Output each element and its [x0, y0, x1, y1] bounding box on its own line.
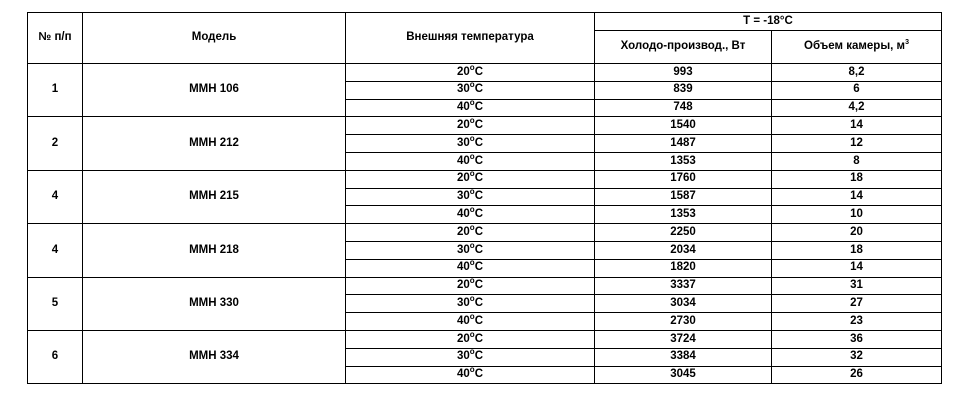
cell-volume: 8,2	[772, 64, 942, 82]
cell-volume: 18	[772, 170, 942, 188]
temp-unit: C	[474, 368, 483, 381]
temp-unit: C	[474, 208, 483, 221]
temp-degree-sup: o	[469, 329, 475, 339]
table-header	[28, 13, 942, 64]
cell-num: 6	[28, 330, 83, 383]
cell-cooling: 2250	[595, 224, 772, 242]
temp-unit: C	[474, 101, 483, 114]
table-row	[28, 224, 942, 242]
temp-degree-sup: o	[469, 80, 475, 90]
temp-unit: C	[474, 243, 483, 256]
cell-ext-temp	[346, 64, 595, 82]
cell-model: ММН 218	[83, 224, 346, 277]
table-row	[28, 170, 942, 188]
header-ext-temp: Внешняя температура	[346, 13, 595, 64]
cell-volume: 4,2	[772, 99, 942, 117]
cell-model: ММН 330	[83, 277, 346, 330]
cell-cooling: 1587	[595, 188, 772, 206]
cell-ext-temp	[346, 313, 595, 331]
temp-degree-sup: o	[469, 276, 475, 286]
cell-cooling: 1487	[595, 135, 772, 153]
temp-value: 30	[457, 297, 470, 309]
temp-value: 20	[457, 172, 470, 185]
cell-cooling: 748	[595, 99, 772, 117]
cell-ext-temp	[346, 135, 595, 153]
cell-cooling: 2730	[595, 313, 772, 331]
table-body	[28, 64, 942, 384]
cell-ext-temp	[346, 152, 595, 170]
temp-value: 40	[457, 261, 470, 274]
cell-volume: 36	[772, 330, 942, 348]
temp-value: 20	[457, 65, 470, 78]
header-cooling: Холодо-производ., Вт	[595, 31, 772, 64]
header-num: № п/п	[28, 13, 83, 64]
temp-unit: C	[474, 350, 483, 363]
cell-volume: 32	[772, 348, 942, 366]
table-row	[28, 64, 942, 82]
cell-volume: 6	[772, 81, 942, 99]
temp-unit: C	[474, 154, 483, 167]
temp-unit: C	[474, 119, 483, 132]
cell-num: 2	[28, 117, 83, 170]
cell-cooling: 1820	[595, 259, 772, 277]
temp-degree-sup: o	[469, 169, 475, 179]
cell-volume: 27	[772, 295, 942, 313]
cell-ext-temp	[346, 295, 595, 313]
temp-unit: C	[474, 297, 483, 309]
cell-model: ММН 106	[83, 64, 346, 117]
temp-unit: C	[474, 65, 483, 78]
cell-volume: 23	[772, 313, 942, 331]
cell-ext-temp	[346, 206, 595, 224]
temp-value: 30	[457, 190, 470, 203]
temp-value: 40	[457, 101, 470, 114]
temp-unit: C	[474, 332, 483, 345]
cell-volume: 31	[772, 277, 942, 295]
temp-degree-sup: o	[469, 187, 475, 197]
header-volume-sup: 3	[905, 39, 909, 47]
cell-ext-temp	[346, 170, 595, 188]
temp-unit: C	[474, 172, 483, 185]
temp-degree-sup: o	[469, 98, 475, 108]
temp-unit: C	[474, 279, 483, 292]
temp-degree-sup: o	[469, 222, 475, 232]
cell-ext-temp	[346, 366, 595, 384]
cell-volume: 8	[772, 152, 942, 170]
table-row	[28, 330, 942, 348]
temp-degree-sup: o	[469, 205, 475, 215]
cell-volume: 12	[772, 135, 942, 153]
cell-volume: 14	[772, 259, 942, 277]
temp-value: 40	[457, 208, 470, 221]
spec-table	[27, 12, 942, 384]
cell-volume: 18	[772, 241, 942, 259]
cell-volume: 10	[772, 206, 942, 224]
temp-degree-sup: o	[469, 151, 475, 161]
cell-cooling: 1760	[595, 170, 772, 188]
cell-num: 4	[28, 224, 83, 277]
temp-value: 40	[457, 154, 470, 167]
cell-ext-temp	[346, 117, 595, 135]
temp-value: 20	[457, 225, 470, 238]
cell-volume: 20	[772, 224, 942, 242]
cell-cooling: 3724	[595, 330, 772, 348]
table-row	[28, 277, 942, 295]
cell-volume: 26	[772, 366, 942, 384]
temp-unit: C	[474, 225, 483, 238]
temp-degree-sup: o	[469, 311, 475, 321]
temp-unit: C	[474, 261, 483, 274]
cell-num: 5	[28, 277, 83, 330]
cell-cooling: 3384	[595, 348, 772, 366]
cell-cooling: 3337	[595, 277, 772, 295]
header-volume-label: Объем камеры, м	[804, 40, 906, 53]
temp-value: 20	[457, 279, 470, 292]
temp-degree-sup: o	[469, 294, 475, 304]
cell-model: ММН 215	[83, 170, 346, 223]
cell-num: 1	[28, 64, 83, 117]
cell-model: ММН 212	[83, 117, 346, 170]
cell-volume: 14	[772, 117, 942, 135]
temp-value: 30	[457, 136, 470, 149]
cell-cooling: 1540	[595, 117, 772, 135]
cell-ext-temp	[346, 224, 595, 242]
header-group-temp: Т = -18°С	[595, 13, 942, 31]
cell-ext-temp	[346, 241, 595, 259]
cell-volume: 14	[772, 188, 942, 206]
cell-ext-temp	[346, 99, 595, 117]
cell-ext-temp	[346, 277, 595, 295]
temp-degree-sup: o	[469, 62, 475, 72]
cell-cooling: 1353	[595, 152, 772, 170]
temp-unit: C	[474, 314, 483, 327]
cell-ext-temp	[346, 259, 595, 277]
temp-value: 20	[457, 332, 470, 345]
temp-value: 40	[457, 314, 470, 327]
cell-ext-temp	[346, 188, 595, 206]
temp-value: 30	[457, 83, 470, 96]
cell-cooling: 2034	[595, 241, 772, 259]
temp-degree-sup: o	[469, 365, 475, 375]
temp-degree-sup: o	[469, 240, 475, 250]
cell-ext-temp	[346, 330, 595, 348]
cell-cooling: 839	[595, 81, 772, 99]
temp-value: 30	[457, 243, 470, 256]
header-model: Модель	[83, 13, 346, 64]
cell-cooling: 1353	[595, 206, 772, 224]
cell-cooling: 993	[595, 64, 772, 82]
header-volume	[772, 31, 942, 64]
temp-value: 20	[457, 119, 470, 132]
cell-num: 4	[28, 170, 83, 223]
temp-unit: C	[474, 83, 483, 96]
temp-degree-sup: o	[469, 134, 475, 143]
temp-value: 30	[457, 350, 470, 363]
temp-degree-sup: o	[469, 258, 475, 268]
cell-model: ММН 334	[83, 330, 346, 383]
table-row	[28, 117, 942, 135]
cell-ext-temp	[346, 81, 595, 99]
temp-value: 40	[457, 368, 470, 381]
temp-unit: C	[474, 190, 483, 203]
temp-degree-sup: o	[469, 347, 475, 357]
cell-cooling: 3045	[595, 366, 772, 384]
cell-cooling: 3034	[595, 295, 772, 313]
temp-unit: C	[474, 136, 483, 149]
cell-ext-temp	[346, 348, 595, 366]
temp-degree-sup: o	[469, 116, 475, 126]
